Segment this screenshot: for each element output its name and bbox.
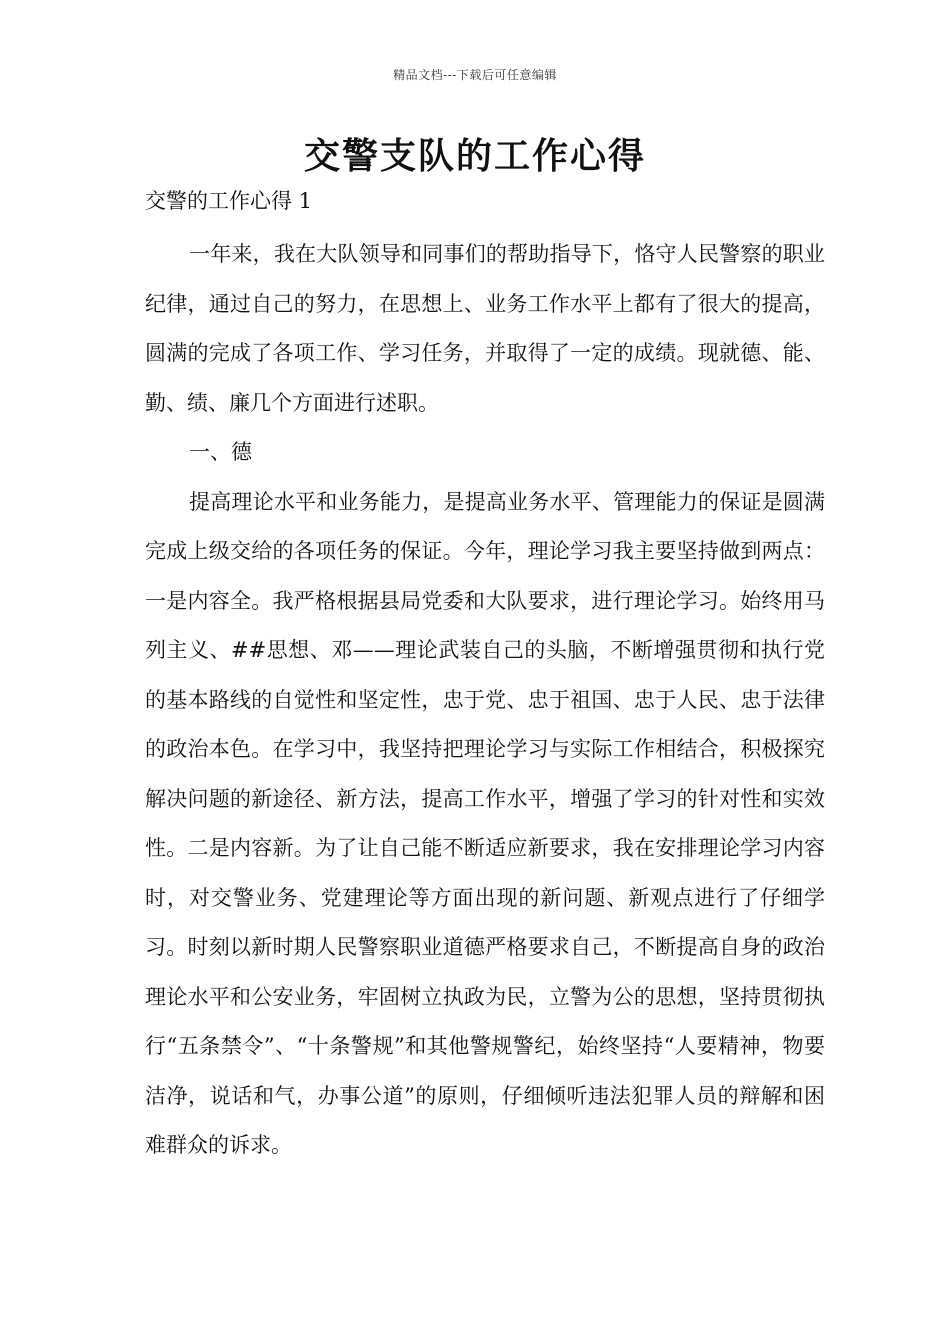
section-heading-de: 一、德 [189, 440, 252, 464]
section-subtitle: 交警的工作心得 1 [145, 189, 313, 213]
document-body [145, 184, 825, 1171]
page-title: 交警支队的工作心得 [303, 136, 646, 177]
paragraph-intro: 一年来，我在大队领导和同事们的帮助指导下，恪守人民警察的职业纪律，通过自己的努力，在思想上、业务工作水平上都有了很大的提高，圆满的完成了各项工作、学习任务，并取得了一定的成绩。现就德、能、勤、绩、廉几个方面进行述职。 [145, 242, 825, 415]
header-note: 精品文档---下载后可任意编辑 [393, 68, 557, 82]
paragraph-de: 提高理论水平和业务能力，是提高业务水平、管理能力的保证是圆满完成上级交给的各项任务的保证。今年，理论学习我主要坚持做到两点：一是内容全。我严格根据县局党委和大队要求，进行理论学习。始终用马列主义、##思想、邓——理论武装自己的头脑，不断增强贯彻和执行党的基本路线的自觉性和坚定性，忠于党、忠于祖国、忠于人民、忠于法律的政治本色。在学习中，我坚持把理论学习与实际工作相结合，积极探究解决问题的新途径、新方法，提高工作水平，增强了学习的针对性和实效性。二是内容新。为了让自己能不断适应新要求，我在安排理论学习内容时，对交警业务、党建理论等方面出现的新问题、新观点进行了仔细学习。时刻以新时期人民警察职业道德严格要求自己，不断提高自身的政治理论水平和公安业务，牢固树立执政为民，立警为公的思想，坚持贯彻执行“五条禁令”、“十条警规”和其他警规警纪，始终坚持“人要精神，物要洁净，说话和气，办事公道”的原则，仔细倾听违法犯罪人员的辩解和困难群众的诉求。 [145, 489, 825, 1157]
